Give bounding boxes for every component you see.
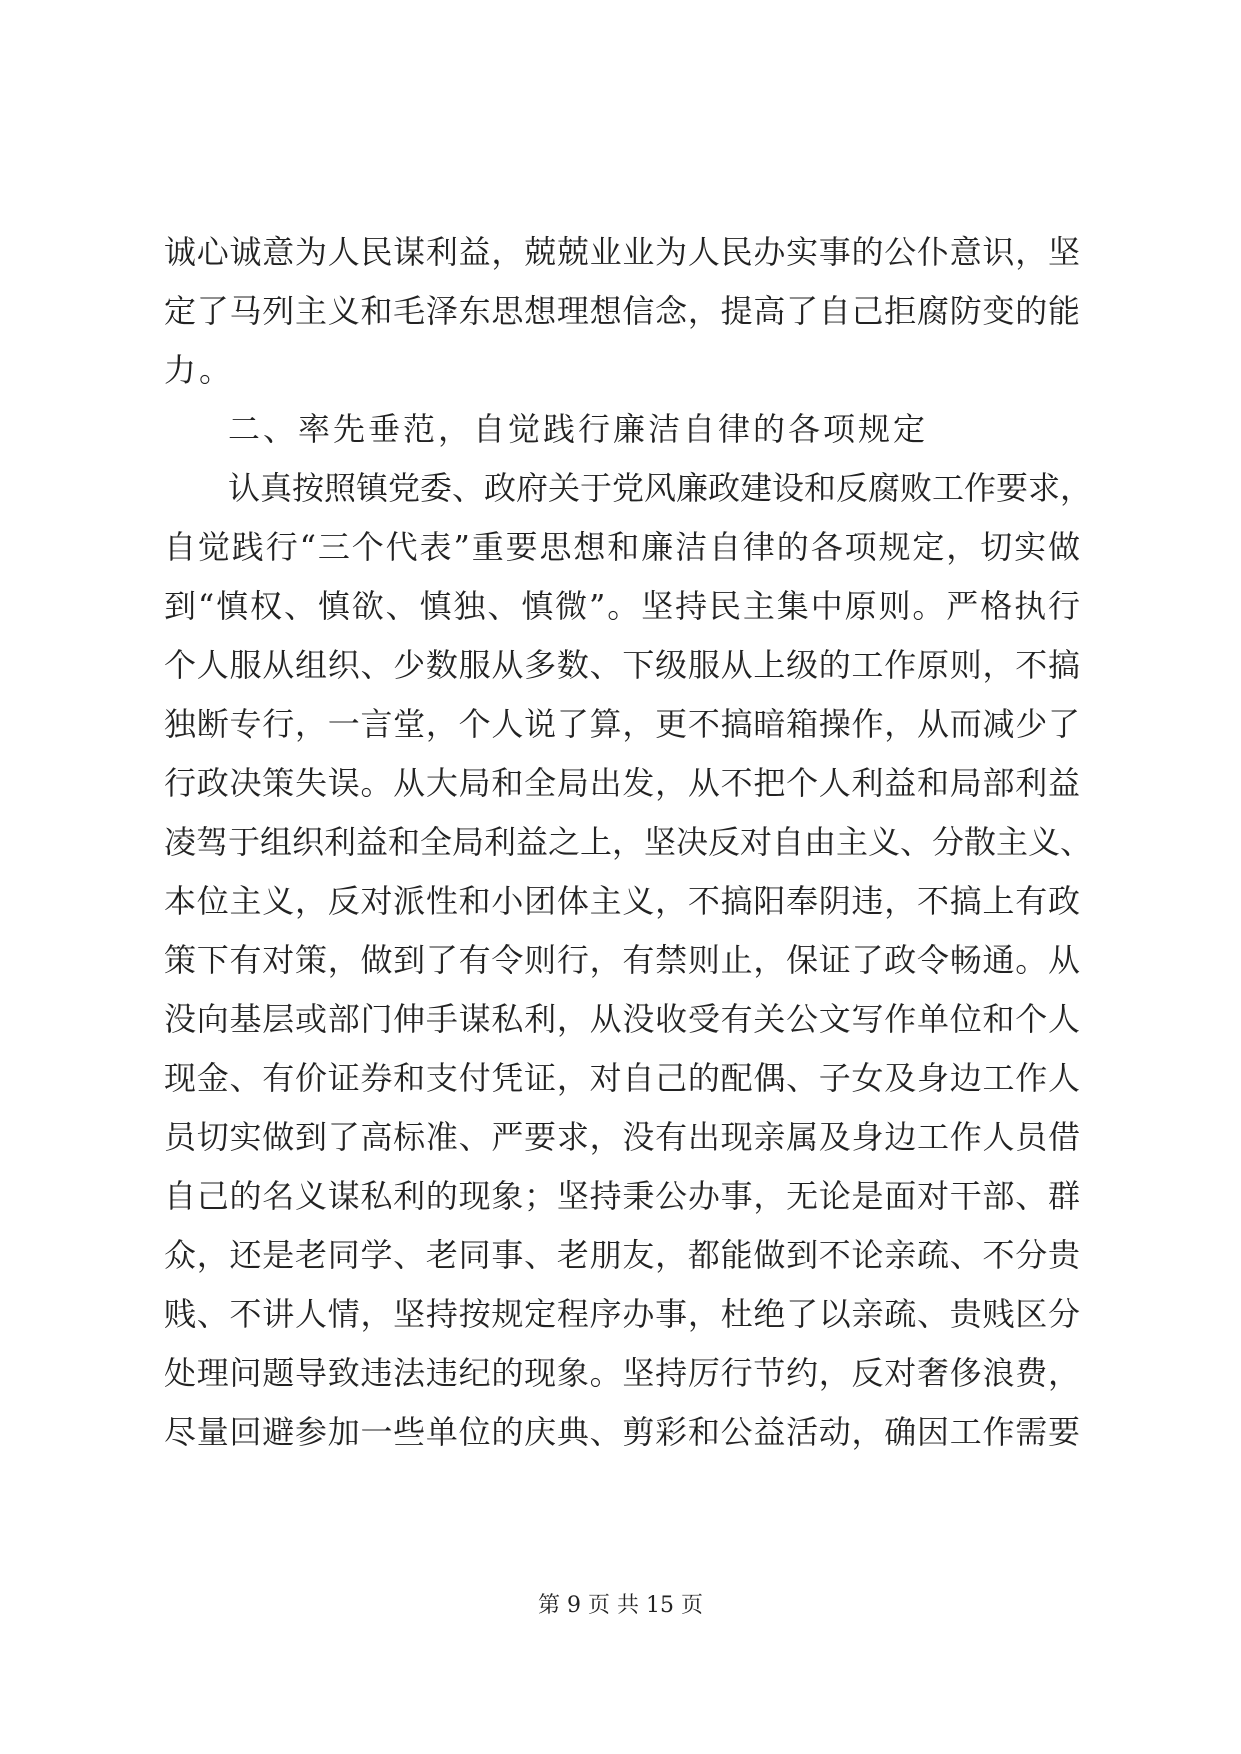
text-line: 尽量回避参加一些单位的庆典、剪彩和公益活动，确因工作需要 bbox=[164, 1413, 1080, 1451]
text-line: 贱、不讲人情，坚持按规定程序办事，杜绝了以亲疏、贵贱区分 bbox=[164, 1295, 1080, 1333]
text-line: 个人服从组织、少数服从多数、下级服从上级的工作原则，不搞 bbox=[164, 646, 1080, 684]
page-footer: 第 9 页 共 15 页 bbox=[538, 1593, 703, 1618]
text-line: 独断专行，一言堂，个人说了算，更不搞暗箱操作，从而减少了 bbox=[164, 705, 1080, 743]
body-text bbox=[164, 232, 1093, 1471]
text-line: 没向基层或部门伸手谋私利，从没收受有关公文写作单位和个人 bbox=[164, 1000, 1080, 1038]
text-line: 力。 bbox=[164, 351, 235, 389]
text-line: 策下有对策，做到了有令则行，有禁则止，保证了政令畅通。从 bbox=[164, 941, 1080, 979]
text-line: 自觉践行“三个代表”重要思想和廉洁自律的各项规定，切实做 bbox=[164, 528, 1080, 566]
text-line: 认真按照镇党委、政府关于党风廉政建设和反腐败工作要求， bbox=[228, 469, 1093, 507]
text-line: 本位主义，反对派性和小团体主义，不搞阳奉阴违，不搞上有政 bbox=[164, 882, 1080, 920]
text-line: 到“慎权、慎欲、慎独、慎微”。坚持民主集中原则。严格执行 bbox=[164, 587, 1080, 625]
text-line: 定了马列主义和毛泽东思想理想信念，提高了自己拒腐防变的能 bbox=[164, 292, 1080, 330]
text-line: 众，还是老同学、老同事、老朋友，都能做到不论亲疏、不分贵 bbox=[164, 1236, 1080, 1274]
text-line: 行政决策失误。从大局和全局出发，从不把个人利益和局部利益 bbox=[164, 764, 1080, 802]
text-line: 诚心诚意为人民谋利益，兢兢业业为人民办实事的公仆意识，坚 bbox=[164, 233, 1080, 271]
section-heading: 二、率先垂范，自觉践行廉洁自律的各项规定 bbox=[228, 410, 929, 448]
text-line: 现金、有价证券和支付凭证，对自己的配偶、子女及身边工作人 bbox=[164, 1059, 1080, 1097]
text-line: 自己的名义谋私利的现象；坚持秉公办事，无论是面对干部、群 bbox=[164, 1177, 1080, 1215]
text-line: 凌驾于组织利益和全局利益之上，坚决反对自由主义、分散主义、 bbox=[164, 823, 1093, 861]
text-line: 处理问题导致违法违纪的现象。坚持厉行节约，反对奢侈浪费， bbox=[164, 1354, 1080, 1392]
text-line: 员切实做到了高标准、严要求，没有出现亲属及身边工作人员借 bbox=[164, 1118, 1080, 1156]
